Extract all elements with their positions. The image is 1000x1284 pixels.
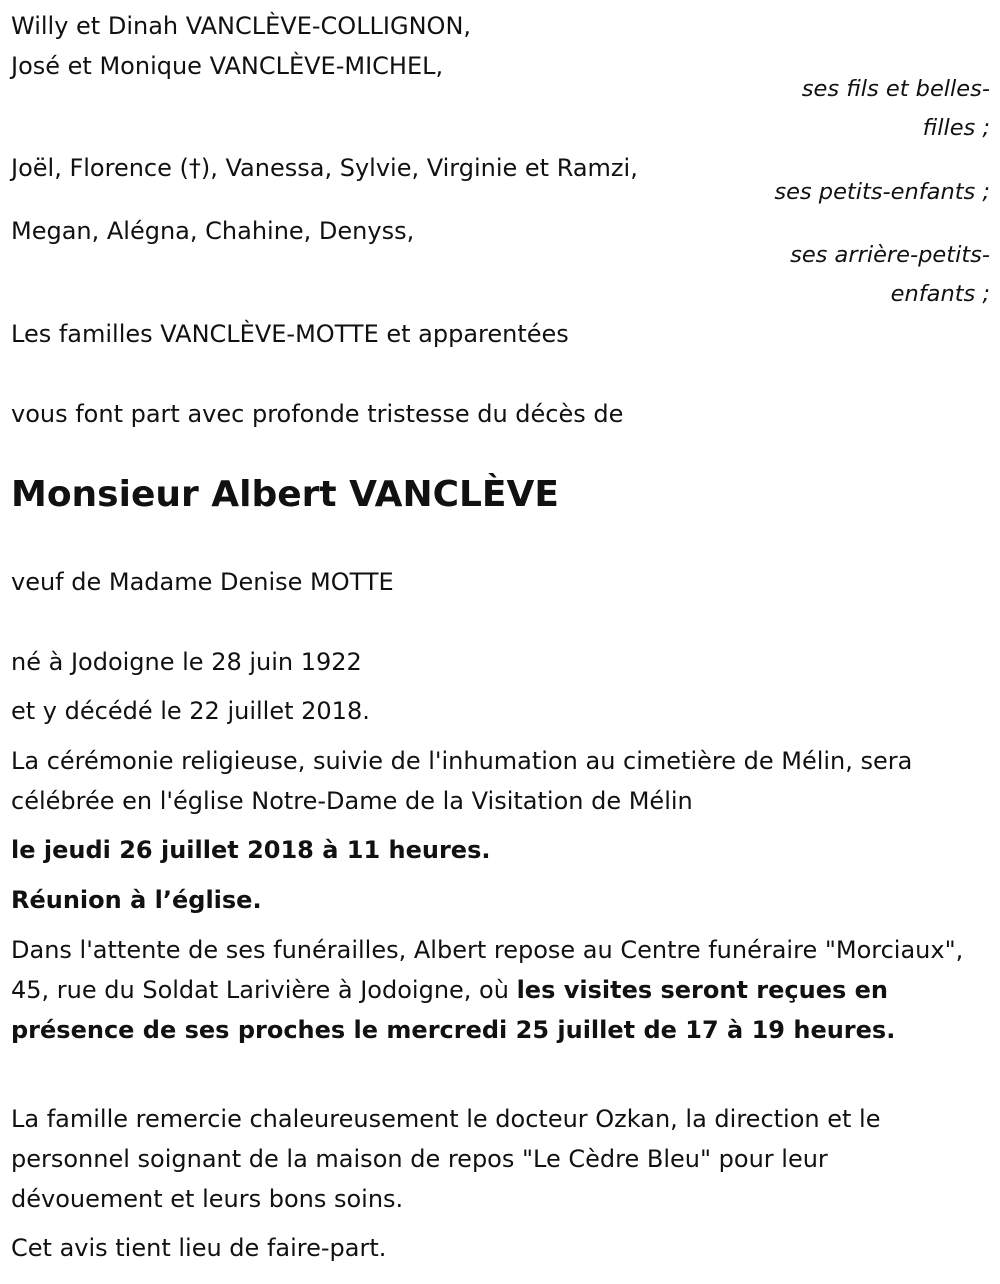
children-role [802, 70, 990, 148]
visits-paragraph [11, 930, 986, 1050]
widower-line: veuf de Madame Denise MOTTE [11, 568, 394, 596]
grandchildren-names: Joël, Florence (†), Vanessa, Sylvie, Virginie et Ramzi, [11, 154, 638, 182]
announcement-line: vous font part avec profonde tristesse du décès de [11, 400, 624, 428]
great-grandchildren-role [790, 236, 990, 314]
visits-text: Dans l'attente de ses funérailles, Albert repose au Centre funéraire "Morciaux", 45, rue du Soldat Larivière à Jodoigne, où [11, 936, 964, 1004]
meeting-line: Réunion à l’église. [11, 886, 262, 914]
children-line-2: José et Monique VANCLÈVE-MICHEL, [11, 52, 444, 80]
grandchildren-role: ses petits-enfants ; [774, 179, 990, 205]
great-grandchildren-role-line-1: ses arrière-petits- [790, 242, 990, 268]
children-role-line-1: ses fils et belles- [801, 76, 990, 102]
death-line: et y décédé le 22 juillet 2018. [11, 697, 370, 725]
children-role-line-2: filles ; [922, 115, 990, 141]
visits-schedule: les visites seront reçues en présence de ses proches le mercredi 25 juillet de 17 à 19 heures. [11, 976, 896, 1044]
ceremony-paragraph: La cérémonie religieuse, suivie de l'inhumation au cimetière de Mélin, sera célébrée en l'église Notre-Dame de la Visitation de Mélin [11, 747, 913, 815]
ceremony-date: le jeudi 26 juillet 2018 à 11 heures. [11, 836, 491, 864]
birth-line: né à Jodoigne le 28 juin 1922 [11, 648, 362, 676]
relatives-line: Les familles VANCLÈVE-MOTTE et apparentées [11, 320, 569, 348]
thanks-paragraph: La famille remercie chaleureusement le docteur Ozkan, la direction et le personnel soignant de la maison de repos "Le Cèdre Bleu" pour leur dévouement et leurs bons soins. [11, 1105, 881, 1213]
great-grandchildren-role-line-2: enfants ; [890, 281, 990, 307]
deceased-name: Monsieur Albert VANCLÈVE [11, 474, 559, 515]
closing-line: Cet avis tient lieu de faire-part. [11, 1234, 387, 1262]
great-grandchildren-names: Megan, Alégna, Chahine, Denyss, [11, 217, 415, 245]
children-line-1: Willy et Dinah VANCLÈVE-COLLIGNON, [11, 12, 472, 40]
